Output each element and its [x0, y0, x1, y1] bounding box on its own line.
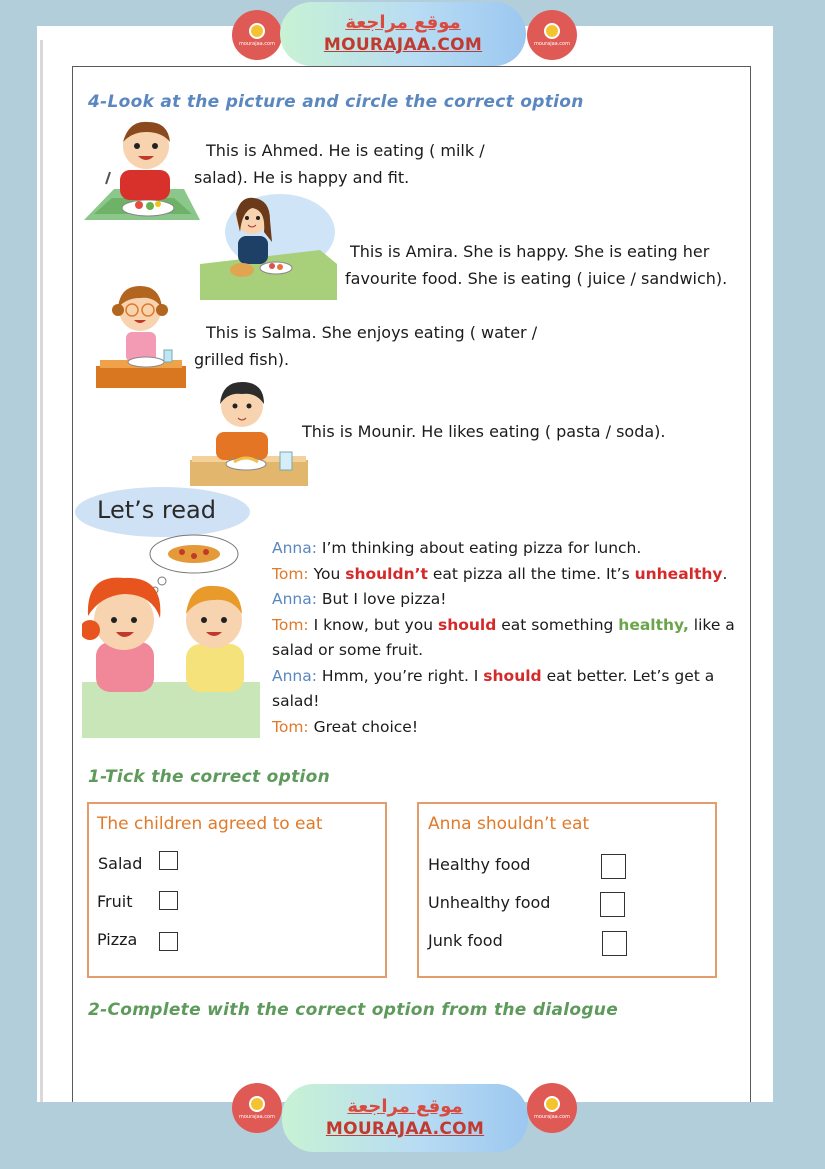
amira-eating-sandwich-illustration [200, 192, 337, 300]
dialogue-line: Anna: I’m thinking about eating pizza for lunch. [272, 539, 642, 557]
speaker-tom: Tom: [272, 615, 309, 634]
option-label-unhealthy-food: Unhealthy food [428, 893, 551, 912]
complete-section-title: 2-Complete with the correct option from the dialogue [88, 1000, 619, 1020]
salma-line1: This is Salma. She enjoys eating ( water / [206, 323, 538, 342]
mounir-line1: This is Mounir. He likes eating ( pasta / soda). [302, 422, 666, 441]
checkbox-fruit[interactable] [159, 891, 178, 910]
option-label-fruit: Fruit [97, 892, 133, 911]
salma-line2: grilled fish). [194, 350, 290, 369]
keyword-unhealthy: unhealthy [634, 564, 723, 583]
anna-shouldnt-eat-title: Anna shouldn’t eat [428, 814, 590, 834]
dialogue-line: Anna: But I love pizza! [272, 590, 447, 608]
checkbox-unhealthy-food[interactable] [600, 892, 625, 917]
checkbox-salad[interactable] [159, 851, 178, 870]
brand-latin: MOURAJAA.COM [323, 35, 483, 55]
speaker-tom: Tom: [272, 564, 309, 583]
dialogue-line: Tom: Great choice! [272, 717, 419, 736]
option-label-healthy-food: Healthy food [428, 855, 531, 874]
ahmed-line1: This is Ahmed. He is eating ( milk / [206, 141, 485, 160]
salma-eating-fish-illustration [96, 276, 186, 388]
checkbox-healthy-food[interactable] [601, 854, 626, 879]
keyword-healthy: healthy, [618, 615, 689, 634]
speaker-anna: Anna: [272, 590, 317, 608]
option-label-pizza: Pizza [97, 930, 138, 949]
amira-line1: This is Amira. She is happy. She is eating her [350, 242, 710, 261]
speaker-tom: Tom: [272, 717, 309, 736]
keyword-shouldnt: shouldn’t [345, 564, 428, 583]
logo-badge-right-bottom: mourajaa.com [527, 1083, 577, 1133]
dialogue-line: Tom: You shouldn’t eat pizza all the time. It’s unhealthy. [272, 564, 728, 583]
ahmed-eating-salad-illustration [84, 114, 200, 220]
amira-line2: favourite food. She is eating ( juice / sandwich). [345, 269, 728, 288]
speaker-anna: Anna: [272, 666, 317, 685]
brand-arabic: موقع مراجعة [345, 12, 461, 33]
dialogue-block [272, 536, 747, 740]
section4-title: 4-Look at the picture and circle the correct option [88, 92, 584, 112]
option-label-junk-food: Junk food [428, 931, 503, 950]
checkbox-pizza[interactable] [159, 932, 178, 951]
tick-section-title: 1-Tick the correct option [88, 767, 331, 787]
brand-banner-bottom[interactable] [282, 1084, 528, 1152]
mounir-eating-pasta-illustration [190, 378, 308, 486]
dialogue-line: Anna: Hmm, you’re right. I should eat better. Let’s get a [272, 666, 715, 685]
brand-latin: MOURAJAA.COM [325, 1119, 485, 1139]
logo-badge-left-bottom: mourajaa.com [232, 1083, 282, 1133]
ahmed-line2: salad). He is happy and fit. [194, 168, 410, 187]
keyword-should: should [437, 615, 497, 634]
lets-read-title: Let’s read [97, 496, 216, 524]
dialogue-line: Tom: I know, but you should eat something healthy, like a [272, 615, 735, 634]
brand-banner-top[interactable] [280, 2, 526, 66]
dialogue-line: salad or some fruit. [272, 641, 424, 659]
keyword-should: should [483, 666, 542, 685]
option-label-salad: Salad [98, 854, 143, 873]
logo-badge-right-top: mourajaa.com [527, 10, 577, 60]
agreed-to-eat-title: The children agreed to eat [97, 814, 323, 834]
anna-and-tom-dialogue-illustration [82, 534, 260, 738]
dialogue-line: salad! [272, 692, 320, 710]
brand-arabic: موقع مراجعة [347, 1096, 463, 1117]
checkbox-junk-food[interactable] [602, 931, 627, 956]
speaker-anna: Anna: [272, 539, 317, 557]
page-edge [40, 40, 43, 1102]
logo-badge-left-top: mourajaa.com [232, 10, 282, 60]
